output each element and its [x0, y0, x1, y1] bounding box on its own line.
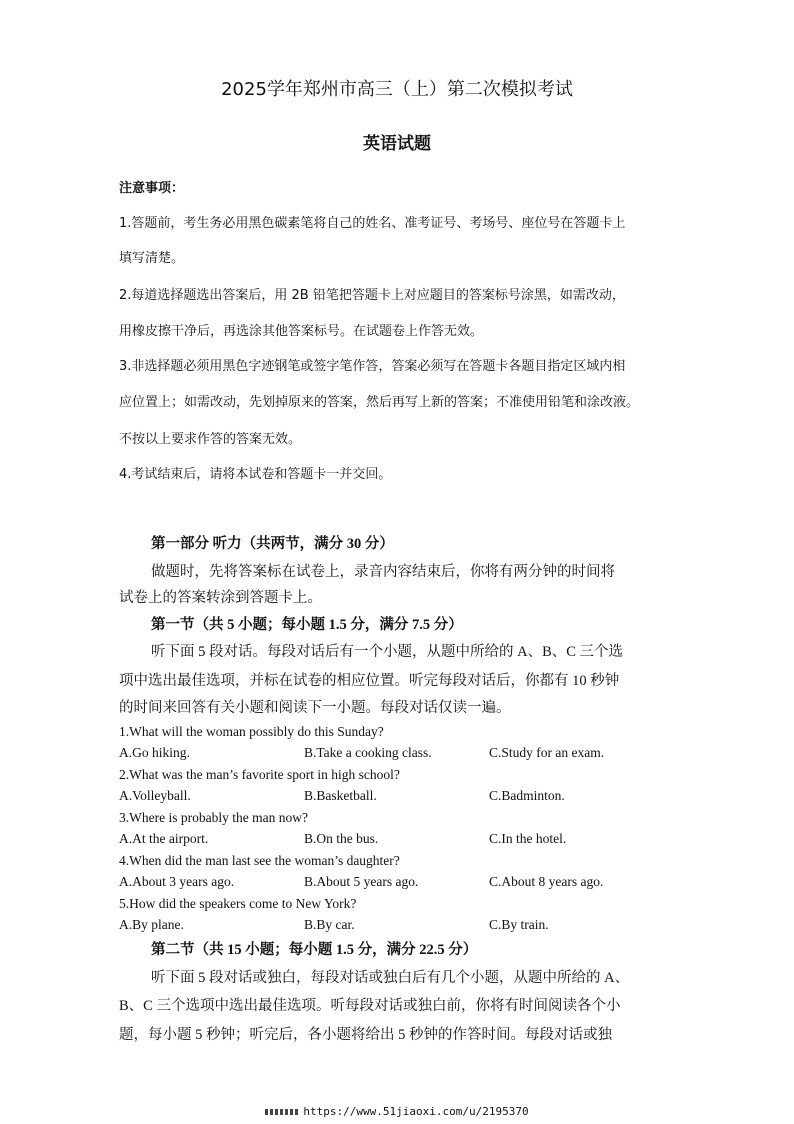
question-text: 1.What will the woman possibly do this Sunday? — [119, 724, 384, 739]
page-subtitle: 英语试题 — [363, 134, 431, 154]
option-a: A.At the airport. — [119, 831, 209, 846]
section2-intro-line: 题，每小题 5 秒钟；听完后，各小题将给出 5 秒钟的作答时间。每段对话或独 — [119, 1027, 612, 1043]
notice-line: 应位置上；如需改动，先划掉原来的答案，然后再写上新的答案；不准使用铅笔和涂改液。 — [119, 395, 640, 410]
section1-intro-line: 项中选出最佳选项，并标在试卷的相应位置。听完每段对话后，你都有 10 秒钟 — [119, 673, 620, 689]
notice-line: 不按以上要求作答的答案无效。 — [119, 432, 302, 447]
notice-line: 4.考试结束后，请将本试卷和答题卡一并交回。 — [119, 467, 392, 482]
section2-intro-line: 听下面 5 段对话或独白，每段对话或独白后有几个小题，从题中所给的 A、 — [151, 970, 630, 986]
question-text: 2.What was the man’s favorite sport in high school? — [119, 767, 400, 782]
section2-intro-line: B、C 三个选项中选出最佳选项。听每段对话或独白前，你将有时间阅读各个小 — [119, 998, 621, 1014]
option-a: A.By plane. — [119, 917, 184, 932]
section1-heading: 第一节（共 5 小题；每小题 1.5 分，满分 7.5 分） — [151, 617, 463, 633]
option-c: C.In the hotel. — [489, 831, 567, 846]
notice-line: 1.答题前，考生务必用黑色碳素笔将自己的姓名、准考证号、考场号、座位号在答题卡上 — [119, 216, 626, 231]
option-b: B.On the bus. — [304, 831, 379, 846]
question-text: 5.How did the speakers come to New York? — [119, 896, 357, 911]
question-text: 3.Where is probably the man now? — [119, 810, 308, 825]
option-a: A.Volleyball. — [119, 788, 191, 803]
notice-line: 3.非选择题必须用黑色字迹钢笔或签字笔作答，答案必须写在答题卡各题目指定区域内相 — [119, 359, 626, 374]
option-b: B.About 5 years ago. — [304, 874, 419, 889]
notice-line: 填写清楚。 — [119, 251, 185, 266]
option-b: B.Basketball. — [304, 788, 377, 803]
option-c: C.Badminton. — [489, 788, 565, 803]
notice-line: 2.每道选择题选出答案后，用 2B 铅笔把答题卡上对应题目的答案标号涂黑，如需改动， — [119, 288, 625, 303]
page-title: 2025学年郑州市高三（上）第二次模拟考试 — [221, 79, 573, 100]
section1-intro-line: 听下面 5 段对话。每段对话后有一个小题，从题中所给的 A、B、C 三个选 — [151, 644, 624, 660]
option-c: C.About 8 years ago. — [489, 874, 604, 889]
watermark-logo-icon — [265, 1109, 299, 1115]
footer — [0, 1105, 794, 1118]
notice-heading: 注意事项： — [119, 181, 185, 196]
part1-heading: 第一部分 听力（共两节，满分 30 分） — [151, 536, 394, 552]
option-a: A.About 3 years ago. — [119, 874, 235, 889]
part1-intro-line: 做题时，先将答案标在试卷上，录音内容结束后，你将有两分钟的时间将 — [151, 564, 615, 580]
question-text: 4.When did the man last see the woman’s daughter? — [119, 853, 400, 868]
option-b: B.Take a cooking class. — [304, 745, 432, 760]
option-c: C.Study for an exam. — [489, 745, 605, 760]
section1-intro-line: 的时间来回答有关小题和阅读下一小题。每段对话仅读一遍。 — [119, 700, 511, 716]
option-a: A.Go hiking. — [119, 745, 190, 760]
option-c: C.By train. — [489, 917, 549, 932]
notice-line: 用橡皮擦干净后，再选涂其他答案标号。在试题卷上作答无效。 — [119, 324, 484, 339]
footer-url[interactable]: https://www.51jiaoxi.com/u/2195370 — [303, 1105, 529, 1118]
part1-intro-line: 试卷上的答案转涂到答题卡上。 — [119, 590, 322, 606]
option-b: B.By car. — [304, 917, 355, 932]
section2-heading: 第二节（共 15 小题；每小题 1.5 分，满分 22.5 分） — [151, 942, 478, 958]
